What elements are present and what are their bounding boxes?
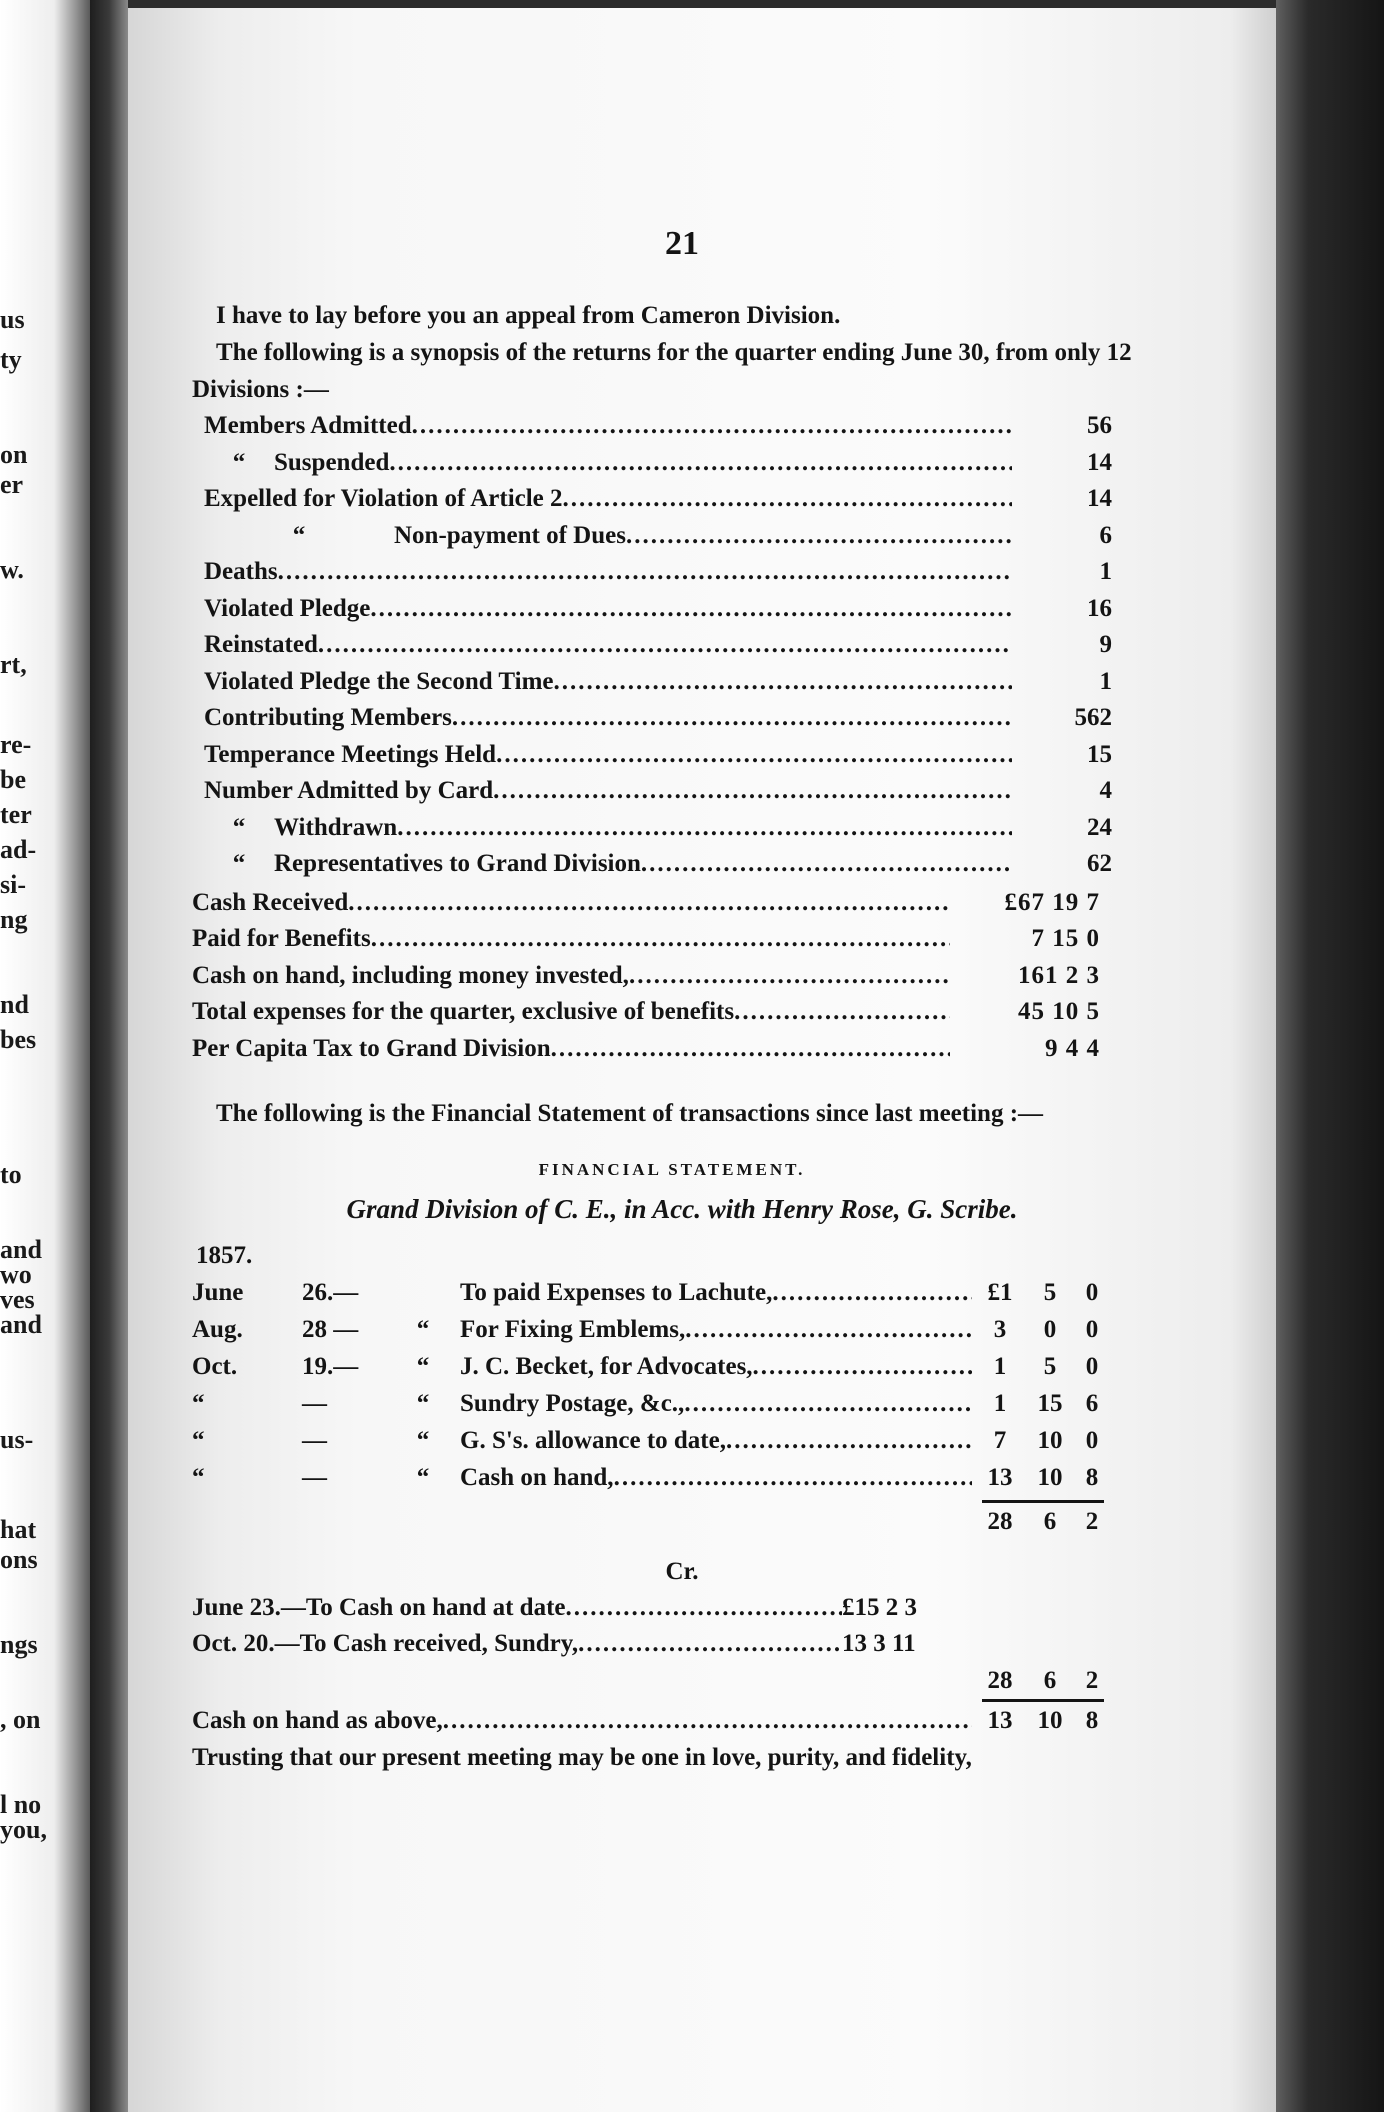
leader-dots <box>389 445 1012 482</box>
closing-line: Trusting that our present meeting may be one in love, purity, and fidelity, <box>192 1744 972 1771</box>
facing-page-fragment: and <box>0 1235 42 1264</box>
debit-row <box>192 1311 1112 1348</box>
return-row <box>204 481 1112 518</box>
ditto-mark: “ <box>292 521 306 549</box>
debit-description: G. S's. allowance to date, <box>460 1427 726 1454</box>
debit-shillings: 5 <box>1043 1353 1057 1380</box>
debit-day: 26.— <box>302 1279 359 1306</box>
return-value: 1 <box>1099 558 1112 585</box>
debit-pence: 0 <box>1085 1427 1099 1454</box>
credit-total-pence: 2 <box>1085 1667 1099 1694</box>
leader-dots <box>318 627 1012 664</box>
return-row <box>204 445 1112 482</box>
leader-dots <box>772 1274 972 1311</box>
leader-dots <box>684 1385 972 1422</box>
return-value: 15 <box>1087 740 1112 768</box>
return-value: 16 <box>1087 594 1112 622</box>
leader-dots <box>554 664 1012 701</box>
cash-on-hand-row <box>192 1702 1112 1739</box>
return-label: Violated Pledge the Second Time <box>204 667 554 695</box>
return-row <box>204 554 1112 591</box>
facing-page-fragment: ng <box>0 905 28 934</box>
leader-dots <box>278 554 1012 591</box>
facing-page-fragment: w. <box>0 555 24 584</box>
page-content <box>192 225 1132 1776</box>
debit-pounds: 1 <box>993 1390 1007 1417</box>
return-label: Number Admitted by Card <box>204 777 494 804</box>
cash-value: 7 15 0 <box>1031 925 1100 952</box>
debit-row <box>192 1459 1112 1496</box>
leader-dots <box>551 1031 950 1068</box>
return-row <box>204 810 1112 847</box>
intro-line-2: The following is a synopsis of the returns for the quarter ending June 30, from only 12 Divisions :— <box>192 339 1132 403</box>
facing-page-fragment: ty <box>0 345 22 374</box>
credit-total-shillings: 6 <box>1043 1667 1057 1694</box>
cash-value: 161 2 3 <box>1018 961 1100 989</box>
debit-amount <box>972 1459 1112 1496</box>
ditto-mark: “ <box>232 850 246 877</box>
return-row <box>204 737 1112 774</box>
cash-label: Cash on hand, including money invested, <box>192 961 629 989</box>
facing-page-fragment: re- <box>0 730 32 759</box>
year: 1857. <box>196 1242 253 1269</box>
cash-row <box>192 1031 1112 1068</box>
facing-page-fragment: ves <box>0 1285 35 1314</box>
debit-description: J. C. Becket, for Advocates, <box>460 1353 753 1380</box>
leader-dots <box>496 737 1012 774</box>
facing-page-fragment: rt, <box>0 650 27 679</box>
debit-row <box>192 1385 1112 1422</box>
leader-dots <box>412 408 1012 445</box>
facing-page-fragment: si- <box>0 870 26 899</box>
facing-page-fragment: us <box>0 305 25 334</box>
credit-label: June 23.—To Cash on hand at date <box>192 1594 566 1621</box>
facing-page-fragment: ad- <box>0 835 37 864</box>
facing-page-fragment: ter <box>0 800 32 829</box>
return-label: Non-payment of Dues <box>394 521 626 549</box>
cash-row <box>192 958 1112 995</box>
debit-amount <box>972 1311 1112 1348</box>
cash-label: Total expenses for the quarter, exclusive of benefits <box>192 998 735 1025</box>
debit-pence: 0 <box>1085 1353 1099 1380</box>
facing-page-fragment: be <box>0 765 26 794</box>
debit-total-shillings: 6 <box>1043 1508 1057 1535</box>
cash-label: Per Capita Tax to Grand Division <box>192 1034 551 1062</box>
leader-dots <box>493 773 1012 810</box>
return-row <box>204 846 1112 883</box>
return-value: 14 <box>1087 485 1112 512</box>
leader-dots <box>443 1702 972 1739</box>
return-row <box>204 408 1112 445</box>
credit-list <box>192 1590 952 1662</box>
debit-day: — <box>302 1390 327 1417</box>
facing-page-fragment: nd <box>0 990 29 1019</box>
return-label: Reinstated <box>204 631 318 658</box>
credit-total-row <box>192 1662 1112 1699</box>
debit-month: June <box>192 1279 244 1306</box>
leader-dots <box>371 921 950 958</box>
return-label: Members Admitted <box>204 412 412 439</box>
return-label: Withdrawn <box>274 813 398 841</box>
debit-pounds: £1 <box>987 1279 1013 1306</box>
return-row <box>204 627 1112 664</box>
debit-pounds: 3 <box>993 1316 1007 1343</box>
leader-dots <box>753 1348 972 1385</box>
facing-page-fragment: bes <box>0 1025 37 1054</box>
return-value: 4 <box>1099 777 1112 804</box>
ditto-mark: “ <box>232 448 246 476</box>
debit-total-row <box>192 1503 1112 1540</box>
debit-pence: 0 <box>1085 1316 1099 1343</box>
book-gutter <box>90 0 128 2112</box>
return-value: 24 <box>1087 813 1112 841</box>
debit-month: “ <box>192 1464 205 1491</box>
debit-day: — <box>302 1427 327 1454</box>
debit-description: Cash on hand, <box>460 1464 614 1491</box>
return-value: 14 <box>1087 448 1112 476</box>
facing-page-fragment: to <box>0 1160 22 1189</box>
leader-dots <box>614 1459 972 1496</box>
leader-dots <box>578 1626 842 1662</box>
return-label: Temperance Meetings Held <box>204 740 497 768</box>
return-row <box>204 700 1112 737</box>
cash-on-hand-shillings: 10 <box>1037 1707 1063 1734</box>
debit-day: 19.— <box>302 1353 359 1380</box>
cash-label: Paid for Benefits <box>192 925 371 952</box>
debit-row <box>192 1348 1112 1385</box>
returns-list <box>204 408 1112 883</box>
facing-page-fragment: us- <box>0 1425 34 1454</box>
leader-dots <box>566 1590 843 1626</box>
cash-row <box>192 885 1112 922</box>
debit-shillings: 5 <box>1043 1279 1057 1306</box>
return-value: 562 <box>1074 704 1112 731</box>
debit-amount <box>972 1422 1112 1459</box>
leader-dots <box>397 810 1012 847</box>
debit-description: To paid Expenses to Lachute, <box>460 1279 773 1306</box>
cash-value: £67 19 7 <box>1004 888 1100 916</box>
facing-page-fragment: er <box>0 470 24 499</box>
return-value: 6 <box>1099 521 1112 549</box>
leader-dots <box>626 518 1012 555</box>
debit-amount <box>972 1385 1112 1422</box>
credit-row <box>192 1626 952 1662</box>
debit-pounds: 13 <box>987 1464 1013 1491</box>
debit-amount <box>972 1274 1112 1311</box>
debit-description: For Fixing Emblems, <box>460 1316 686 1343</box>
cash-value: 9 4 4 <box>1045 1034 1100 1062</box>
facing-page-fragment: you, <box>0 1815 47 1844</box>
ditto-mark: “ <box>416 1316 430 1343</box>
return-value: 1 <box>1099 667 1112 695</box>
cash-row <box>192 994 1112 1031</box>
debit-total-pounds: 28 <box>987 1508 1013 1535</box>
return-value: 56 <box>1087 412 1112 439</box>
debit-day: — <box>302 1464 327 1491</box>
return-row <box>204 518 1112 555</box>
credit-value: £15 2 3 <box>842 1594 917 1621</box>
debit-shillings: 0 <box>1043 1316 1057 1343</box>
debit-shillings: 15 <box>1037 1390 1063 1417</box>
debit-description: Sundry Postage, &c., <box>460 1390 685 1417</box>
cash-on-hand-pence: 8 <box>1085 1707 1099 1734</box>
cash-on-hand-label: Cash on hand as above, <box>192 1707 443 1734</box>
debit-amount <box>972 1348 1112 1385</box>
credit-heading: Cr. <box>665 1558 699 1585</box>
facing-page-fragment: on <box>0 440 28 469</box>
debit-list <box>192 1274 1112 1496</box>
debit-pence: 6 <box>1085 1390 1099 1417</box>
debit-month: “ <box>192 1427 205 1454</box>
cash-row <box>192 921 1112 958</box>
return-row <box>204 664 1112 701</box>
financial-intro: The following is the Financial Statement of transactions since last meeting :— <box>216 1100 1044 1127</box>
cash-value: 45 10 5 <box>1018 998 1100 1025</box>
page-stack-edge <box>1276 0 1384 2112</box>
cash-label: Cash Received <box>192 888 349 916</box>
leader-dots <box>734 994 950 1031</box>
debit-pounds: 7 <box>993 1427 1007 1454</box>
facing-page-edge <box>0 0 90 2112</box>
debit-row <box>192 1422 1112 1459</box>
leader-dots <box>563 481 1012 518</box>
financial-heading: FINANCIAL STATEMENT. <box>538 1160 806 1179</box>
cash-list <box>192 885 1112 1068</box>
facing-page-fragment: ngs <box>0 1630 38 1659</box>
return-row <box>204 773 1112 810</box>
ditto-mark: “ <box>416 1353 430 1380</box>
credit-label: Oct. 20.—To Cash received, Sundry, <box>192 1630 579 1657</box>
credit-row <box>192 1590 952 1626</box>
facing-page-fragment: , on <box>0 1705 41 1734</box>
return-label: Expelled for Violation of Article 2 <box>204 485 563 512</box>
debit-month: “ <box>192 1390 205 1417</box>
return-label: Contributing Members <box>204 704 452 731</box>
debit-shillings: 10 <box>1037 1427 1063 1454</box>
return-label: Suspended <box>274 448 390 476</box>
credit-total-pounds: 28 <box>987 1667 1013 1694</box>
return-value: 62 <box>1087 850 1112 877</box>
leader-dots <box>370 591 1012 628</box>
leader-dots <box>685 1311 972 1348</box>
debit-day: 28 — <box>302 1316 359 1343</box>
leader-dots <box>629 958 950 995</box>
return-label: Deaths <box>204 558 278 585</box>
debit-pence: 8 <box>1085 1464 1099 1491</box>
facing-page-fragment: hat <box>0 1515 37 1544</box>
debit-month: Aug. <box>192 1316 243 1343</box>
leader-dots <box>726 1422 972 1459</box>
ditto-mark: “ <box>416 1464 430 1491</box>
ditto-mark: “ <box>232 813 246 841</box>
facing-page-fragment: wo <box>0 1260 32 1289</box>
financial-title: Grand Division of C. E., in Acc. with Henry Rose, G. Scribe. <box>346 1194 1018 1224</box>
ditto-mark: “ <box>416 1390 430 1417</box>
cash-on-hand-pounds: 13 <box>987 1707 1013 1734</box>
return-label: Representatives to Grand Division <box>274 850 641 877</box>
facing-page-fragment: ons <box>0 1545 38 1574</box>
leader-dots <box>348 885 950 922</box>
return-label: Violated Pledge <box>204 594 371 622</box>
page-number: 21 <box>665 225 699 262</box>
leader-dots <box>452 700 1012 737</box>
facing-page-fragment: l no <box>0 1790 42 1819</box>
return-value: 9 <box>1099 631 1112 658</box>
debit-pence: 0 <box>1085 1279 1099 1306</box>
debit-total-pence: 2 <box>1085 1508 1099 1535</box>
debit-pounds: 1 <box>993 1353 1007 1380</box>
debit-row <box>192 1274 1112 1311</box>
debit-shillings: 10 <box>1037 1464 1063 1491</box>
return-row <box>204 591 1112 628</box>
credit-value: 13 3 11 <box>842 1630 916 1657</box>
leader-dots <box>641 846 1012 883</box>
debit-month: Oct. <box>192 1353 238 1380</box>
ditto-mark: “ <box>416 1427 430 1454</box>
intro-line-1: I have to lay before you an appeal from Cameron Division. <box>216 302 841 329</box>
facing-page-fragment: and <box>0 1310 42 1339</box>
